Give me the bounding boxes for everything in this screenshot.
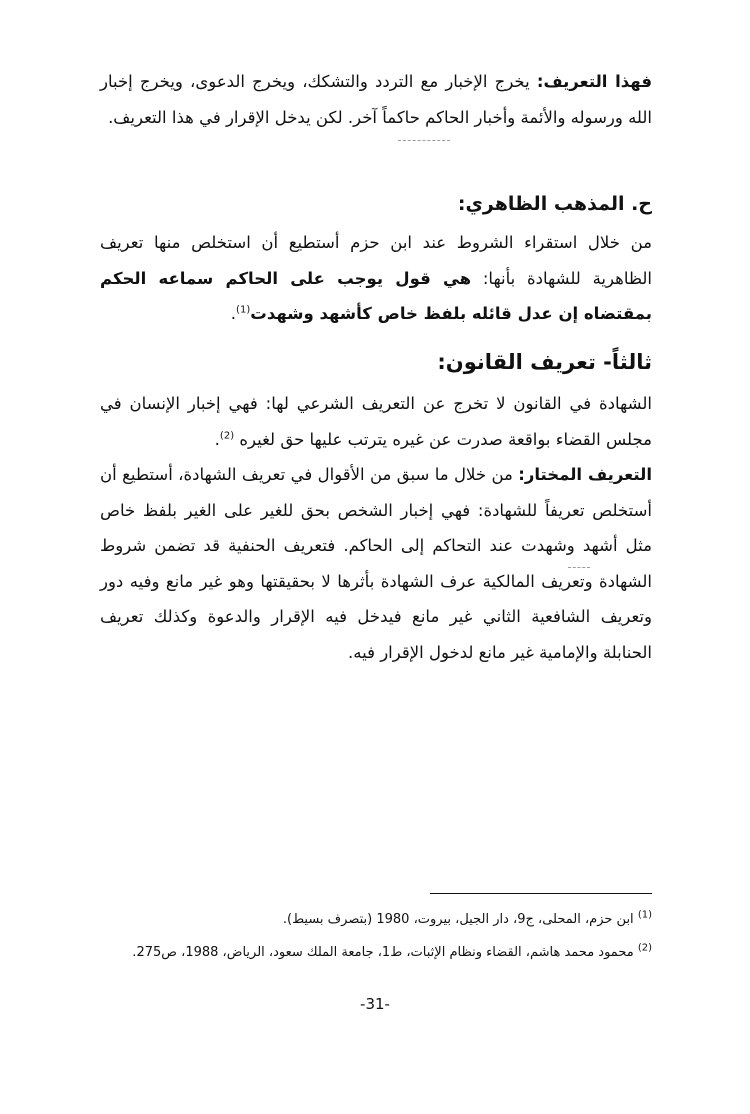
paragraph-definition-scope xyxy=(100,64,652,135)
footnotes xyxy=(100,903,652,969)
footnote-2 xyxy=(100,936,652,969)
paragraph-law-definition xyxy=(100,386,652,457)
footnote-text: ابن حزم، المحلى، ج9، دار الجيل، بيروت، 1980 (بتصرف بسيط). xyxy=(282,912,638,927)
paragraph-zahiri-definition xyxy=(100,225,652,332)
paragraph-lead: التعريف المختار: xyxy=(518,465,652,484)
paragraph-body: يخرج الإخبار مع التردد والتشكك، ويخرج الدعوى، ويخرج إخبار الله ورسوله والأئمة وأخبار الحاكم حاكماً آخر. لكن يدخل الإقرار في هذا التعريف. xyxy=(100,72,652,127)
page-number: -31- xyxy=(360,995,390,1013)
pencil-mark xyxy=(398,140,450,141)
paragraph-definition: هي قول يوجب على الحاكم سماعه الحكم بمقتضاه إن عدل قائله بلفظ خاص كأشهد وشهدت xyxy=(100,268,652,323)
footnote-separator xyxy=(430,893,652,894)
footnote-1 xyxy=(100,903,652,936)
paragraph-text xyxy=(100,64,652,135)
paragraph-chosen-definition xyxy=(100,457,652,670)
paragraph-text xyxy=(100,386,652,457)
footnote-text: محمود محمد هاشم، القضاء ونظام الإثبات، ط1، جامعة الملك سعود، الرياض، 1988، ص275. xyxy=(132,945,638,960)
paragraph-text xyxy=(100,457,652,670)
paragraph-body: الشهادة في القانون لا تخرج عن التعريف الشرعي لها: فهي إخبار الإنسان في مجلس القضاء بواقعة صدرت عن غيره يترتب عليها حق لغيره xyxy=(100,394,652,449)
footnote-ref-2: (2) xyxy=(219,430,235,441)
section-heading-law: ثالثاً- تعريف القانون: xyxy=(437,350,652,374)
paragraph-text xyxy=(100,225,652,332)
paragraph-end: . xyxy=(214,429,220,449)
section-heading-zahiri: ح. المذهب الظاهري: xyxy=(457,193,652,215)
footnote-marker: (1) xyxy=(637,909,652,921)
pencil-mark xyxy=(568,567,590,568)
paragraph-end: . xyxy=(230,304,237,323)
footnote-marker: (2) xyxy=(637,942,652,954)
footnote-ref-1: (1) xyxy=(236,304,251,316)
paragraph-body: من خلال ما سبق من الأقوال في تعريف الشهادة، أستطيع أن أستخلص تعريفاً للشهادة: فهي إخبار الشخص بحق للغير على الغير بلفظ خاص مثل أشهد وشهدت عند التحاكم إلى الحاكم. فتعريف الحنفية قد تضمن شروط الشهادة وتعريف المالكية عرف الشهادة بأثرها لا بحقيقتها وهو غير مانع وفيه دور وتعريف الشافعية الثاني غير مانع فيدخل فيه الإقرار والدعوة وكذلك تعريف الحنابلة والإمامية غير مانع لدخول الإقرار فيه. xyxy=(100,465,652,662)
paragraph-lead: فهذا التعريف: xyxy=(536,72,652,91)
paragraph-lead: من خلال استقراء الشروط عند ابن حزم أستطيع أن استخلص منها تعريف الظاهرية للشهادة بأنها: xyxy=(100,233,652,288)
